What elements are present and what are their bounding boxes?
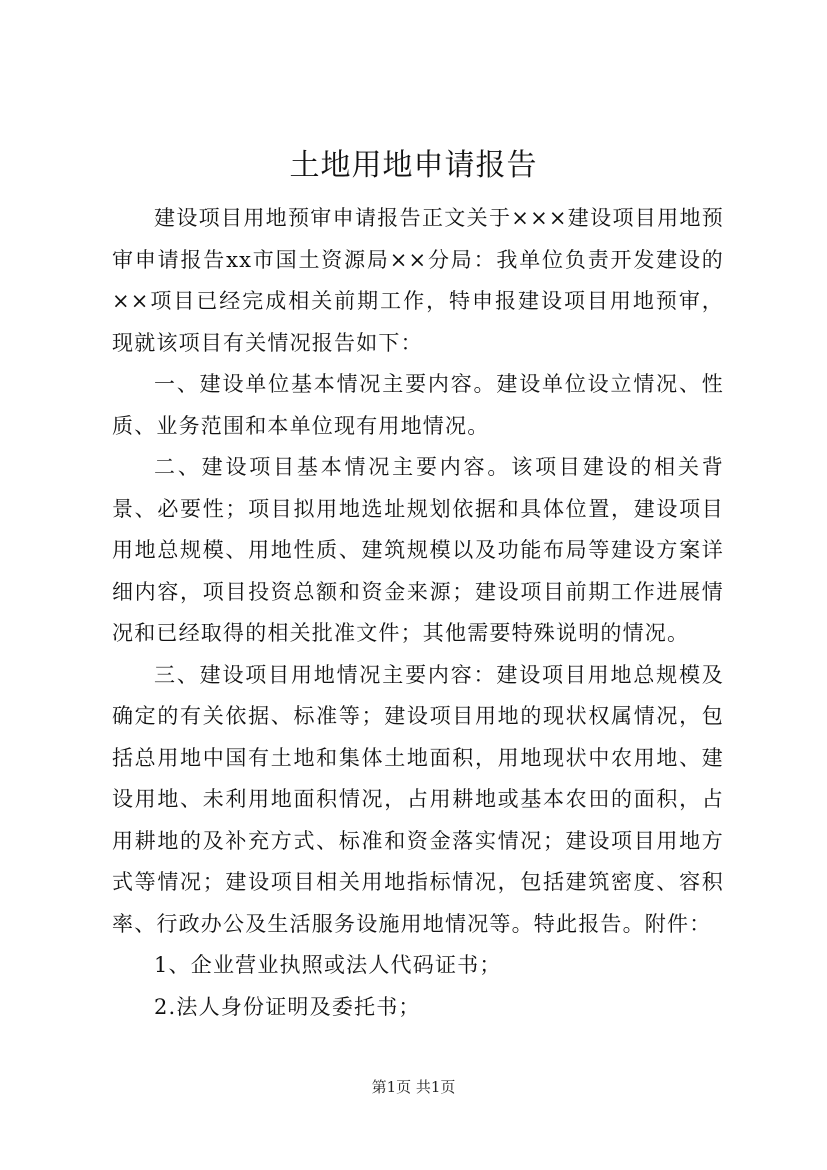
page-footer: 第1页 共1页 bbox=[371, 1078, 456, 1096]
paragraph-intro: 建设项目用地预审申请报告正文关于×××建设项目用地预审申请报告xx市国土资源局××分局：我单位负责开发建设的××项目已经完成相关前期工作，特申报建设项目用地预审，现就该项目有关情况报告如下： bbox=[112, 206, 724, 355]
paragraph-section-three: 三、建设项目用地情况主要内容：建设项目用地总规模及确定的有关依据、标准等；建设项目用地的现状权属情况，包括总用地中国有土地和集体土地面积，用地现状中农用地、建设用地、未利用地面积情况，占用耕地或基本农田的面积，占用耕地的及补充方式、标准和资金落实情况；建设项目用地方式等情况；建设项目相关用地指标情况，包括建筑密度、容积率、行政办公及生活服务设施用地情况等。特此报告。附件： bbox=[112, 662, 724, 936]
paragraph-section-one: 一、建设单位基本情况主要内容。建设单位设立情况、性质、业务范围和本单位现有用地情况。 bbox=[112, 372, 724, 438]
document-title: 土地用地申请报告 bbox=[289, 148, 538, 183]
paragraph-section-two: 二、建设项目基本情况主要内容。该项目建设的相关背景、必要性；项目拟用地选址规划依据和具体位置，建设项目用地总规模、用地性质、建筑规模以及功能布局等建设方案详细内容，项目投资总额和资金来源；建设项目前期工作进展情况和已经取得的相关批准文件；其他需要特殊说明的情况。 bbox=[112, 455, 724, 645]
document-body bbox=[112, 198, 724, 1028]
attachment-item-2: 2.法人身份证明及委托书； bbox=[154, 994, 421, 1019]
attachment-item-1: 1、企业营业执照或法人代码证书； bbox=[154, 953, 502, 977]
